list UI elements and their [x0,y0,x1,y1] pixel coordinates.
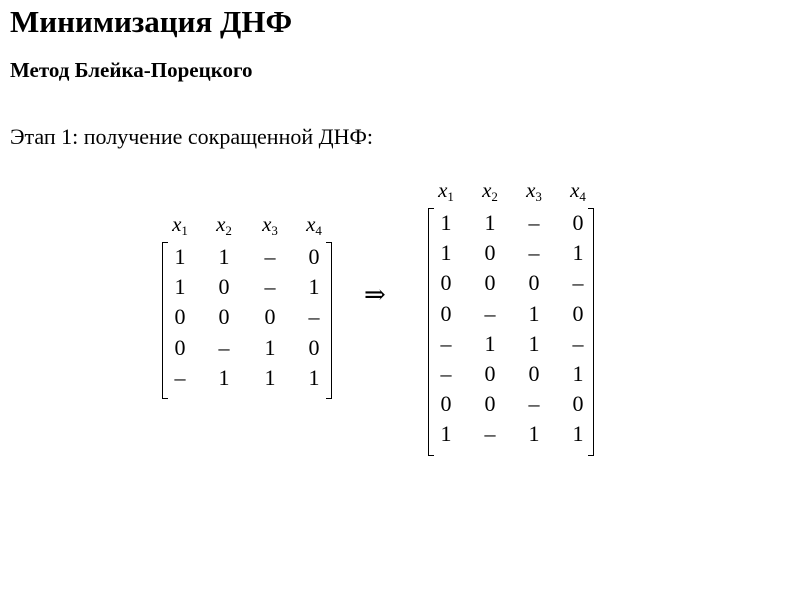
variable-index: 3 [535,189,542,204]
matrix-cell: 1 [264,364,276,390]
matrix-cell: 0 [218,304,230,330]
matrix-cell: 0 [572,300,584,326]
variable-header-4 [306,212,322,243]
matrix-cell: – [572,270,584,296]
variable-header-2 [216,212,232,243]
matrix-cell: 0 [572,391,584,417]
matrix-left-bracket [428,208,434,456]
matrix-cell: – [218,334,230,360]
variable-index: 2 [491,189,498,204]
matrix-cell: – [528,391,540,417]
variable-header-4 [570,178,586,209]
variable-index: 1 [447,189,454,204]
variable-header-1 [172,212,188,243]
matrix-cell: 0 [572,210,584,235]
matrix-right-bracket [588,208,594,456]
matrix-cell: 1 [484,210,496,235]
matrix-cell: 1 [440,421,452,447]
matrix-cell: 1 [174,244,186,269]
matrix-cell: 1 [264,334,276,360]
variable-header-2 [482,178,498,209]
variable-name: x [216,212,226,236]
variable-index: 4 [579,189,586,204]
matrix-cell: 0 [440,300,452,326]
matrix-cell: – [572,330,584,356]
matrix-cell: – [264,244,276,269]
step-description: Этап 1: получение сокращенной ДНФ: [10,124,373,149]
matrix-cell: 1 [572,361,584,386]
variable-index: 2 [225,223,232,238]
matrix-cell: 1 [572,421,584,447]
method-subtitle: Метод Блейка-Порецкого [10,58,253,82]
variable-name: x [482,178,492,202]
matrix-cell: – [440,361,452,386]
matrix-cell: – [264,274,276,300]
variable-name: x [172,212,182,236]
matrix-cell: 1 [308,364,320,390]
matrix-cell: 1 [440,240,452,266]
matrix-cell: – [528,240,540,266]
matrix-cell: 0 [484,361,496,386]
source-matrix [162,212,332,397]
variable-index: 1 [181,223,188,238]
matrix-cell: 1 [308,274,320,300]
matrix-cell: 0 [484,240,496,266]
matrix-cell: 0 [440,391,452,417]
matrix-cell: 0 [484,270,496,296]
matrix-cell: 0 [528,361,540,386]
variable-index: 3 [271,223,278,238]
matrix-cell: 0 [308,334,320,360]
matrix-cell: 1 [528,421,540,447]
variable-name: x [262,212,272,236]
matrix-cell: 0 [174,304,186,330]
variable-name: x [570,178,580,202]
variable-name: x [526,178,536,202]
variable-header-3 [526,178,542,209]
matrix-cell: 0 [308,244,320,269]
matrix-cell: 0 [440,270,452,296]
matrix-cell: – [174,364,186,390]
matrix-cell: 0 [264,304,276,330]
matrix-cell: 1 [218,364,230,390]
variable-header-1 [438,178,454,209]
result-matrix [428,178,594,454]
variable-index: 4 [315,223,322,238]
matrix-cell: 1 [218,244,230,269]
matrix-cell: 1 [528,330,540,356]
matrix-cell: 1 [174,274,186,300]
matrix-cell: 0 [528,270,540,296]
matrix-cell: 0 [218,274,230,300]
matrix-cell: 1 [528,300,540,326]
matrix-cell: – [308,304,320,330]
variable-name: x [438,178,448,202]
matrix-right-bracket [326,242,332,399]
matrix-cell: 0 [174,334,186,360]
matrix-cell: 1 [572,240,584,266]
matrix-cell: – [484,300,496,326]
matrix-cell: – [528,210,540,235]
variable-name: x [306,212,316,236]
matrix-cell: – [440,330,452,356]
matrix-cell: – [484,421,496,447]
matrix-cell: 0 [484,391,496,417]
matrix-cell: 1 [440,210,452,235]
matrix-left-bracket [162,242,168,399]
matrix-cell: 1 [484,330,496,356]
page-title: Минимизация ДНФ [10,4,293,39]
implies-arrow: ⇒ [364,280,386,310]
variable-header-3 [262,212,278,243]
